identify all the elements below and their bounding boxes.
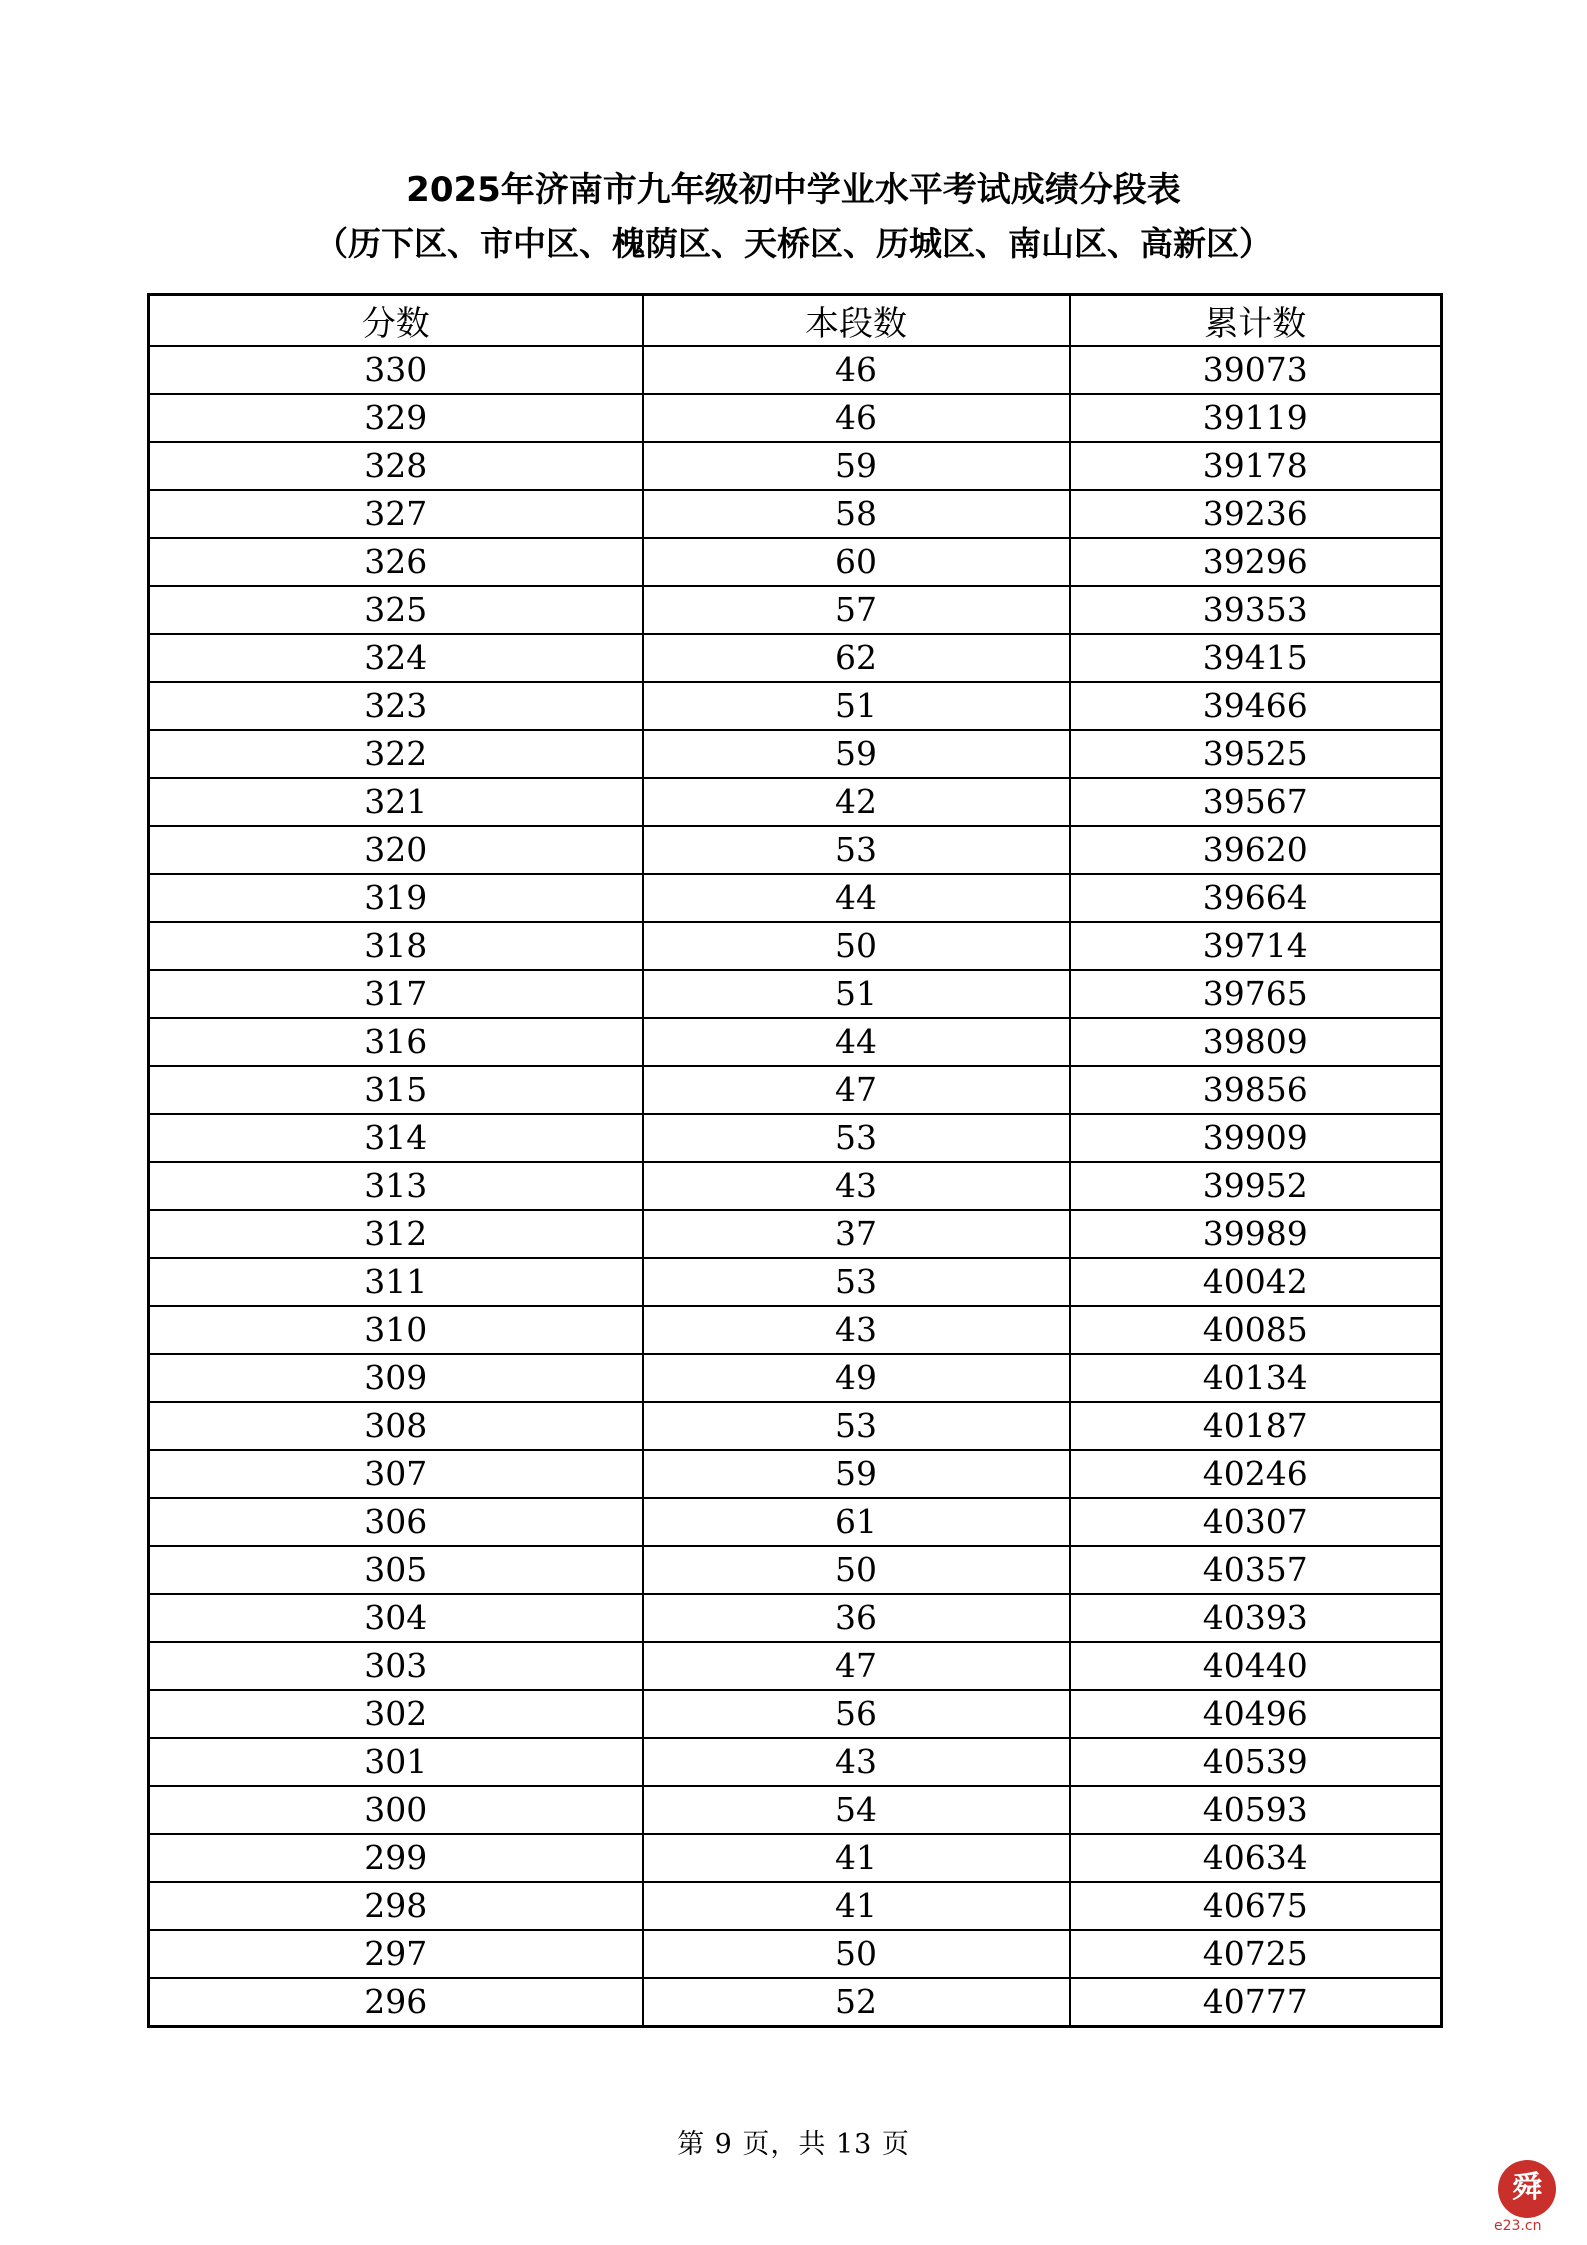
document-subtitle: （历下区、市中区、槐荫区、天桥区、历城区、南山区、高新区） xyxy=(315,224,1272,263)
cell-cumulative-count: 40777 xyxy=(1070,1978,1442,2027)
table-row xyxy=(149,1882,1442,1930)
cell-cumulative-count: 40539 xyxy=(1070,1738,1442,1786)
cell-score: 297 xyxy=(149,1930,643,1978)
header-segment-count: 本段数 xyxy=(643,295,1070,347)
cell-segment-count: 36 xyxy=(643,1594,1070,1642)
cell-score: 324 xyxy=(149,634,643,682)
cell-segment-count: 52 xyxy=(643,1978,1070,2027)
table-header-row xyxy=(149,295,1442,347)
cell-cumulative-count: 39073 xyxy=(1070,346,1442,394)
cell-cumulative-count: 40085 xyxy=(1070,1306,1442,1354)
cell-score: 320 xyxy=(149,826,643,874)
cell-segment-count: 47 xyxy=(643,1642,1070,1690)
table-row xyxy=(149,442,1442,490)
cell-score: 307 xyxy=(149,1450,643,1498)
table-row xyxy=(149,826,1442,874)
table-row xyxy=(149,1210,1442,1258)
table-row xyxy=(149,1978,1442,2027)
cell-score: 296 xyxy=(149,1978,643,2027)
cell-segment-count: 42 xyxy=(643,778,1070,826)
cell-score: 300 xyxy=(149,1786,643,1834)
header-cumulative-count: 累计数 xyxy=(1070,295,1442,347)
cell-score: 304 xyxy=(149,1594,643,1642)
cell-cumulative-count: 40496 xyxy=(1070,1690,1442,1738)
cell-cumulative-count: 39765 xyxy=(1070,970,1442,1018)
table-row xyxy=(149,970,1442,1018)
cell-cumulative-count: 39809 xyxy=(1070,1018,1442,1066)
cell-cumulative-count: 39466 xyxy=(1070,682,1442,730)
cell-cumulative-count: 39296 xyxy=(1070,538,1442,586)
cell-cumulative-count: 40440 xyxy=(1070,1642,1442,1690)
cell-score: 323 xyxy=(149,682,643,730)
cell-segment-count: 50 xyxy=(643,922,1070,970)
cell-score: 314 xyxy=(149,1114,643,1162)
cell-cumulative-count: 39952 xyxy=(1070,1162,1442,1210)
cell-cumulative-count: 40675 xyxy=(1070,1882,1442,1930)
table-row xyxy=(149,1594,1442,1642)
cell-segment-count: 60 xyxy=(643,538,1070,586)
cell-segment-count: 43 xyxy=(643,1738,1070,1786)
cell-score: 330 xyxy=(149,346,643,394)
table-row xyxy=(149,1450,1442,1498)
cell-segment-count: 58 xyxy=(643,490,1070,538)
cell-segment-count: 50 xyxy=(643,1546,1070,1594)
table-row xyxy=(149,1642,1442,1690)
cell-cumulative-count: 39178 xyxy=(1070,442,1442,490)
cell-cumulative-count: 39525 xyxy=(1070,730,1442,778)
cell-cumulative-count: 40634 xyxy=(1070,1834,1442,1882)
score-table xyxy=(147,293,1443,2028)
cell-score: 328 xyxy=(149,442,643,490)
cell-cumulative-count: 39856 xyxy=(1070,1066,1442,1114)
header-score: 分数 xyxy=(149,295,643,347)
table-row xyxy=(149,874,1442,922)
table-row xyxy=(149,1162,1442,1210)
cell-cumulative-count: 39714 xyxy=(1070,922,1442,970)
cell-cumulative-count: 40246 xyxy=(1070,1450,1442,1498)
table-row xyxy=(149,922,1442,970)
cell-segment-count: 54 xyxy=(643,1786,1070,1834)
cell-cumulative-count: 40187 xyxy=(1070,1402,1442,1450)
cell-score: 315 xyxy=(149,1066,643,1114)
cell-cumulative-count: 40725 xyxy=(1070,1930,1442,1978)
cell-segment-count: 41 xyxy=(643,1882,1070,1930)
cell-segment-count: 46 xyxy=(643,394,1070,442)
cell-score: 317 xyxy=(149,970,643,1018)
table-row xyxy=(149,346,1442,394)
table-row xyxy=(149,1738,1442,1786)
cell-score: 303 xyxy=(149,1642,643,1690)
cell-cumulative-count: 40134 xyxy=(1070,1354,1442,1402)
cell-cumulative-count: 40042 xyxy=(1070,1258,1442,1306)
cell-segment-count: 53 xyxy=(643,1258,1070,1306)
cell-score: 311 xyxy=(149,1258,643,1306)
document-title: 2025年济南市九年级初中学业水平考试成绩分段表 xyxy=(406,170,1181,210)
cell-score: 299 xyxy=(149,1834,643,1882)
cell-score: 302 xyxy=(149,1690,643,1738)
cell-segment-count: 56 xyxy=(643,1690,1070,1738)
table-row xyxy=(149,1066,1442,1114)
cell-segment-count: 53 xyxy=(643,826,1070,874)
cell-segment-count: 44 xyxy=(643,874,1070,922)
cell-score: 326 xyxy=(149,538,643,586)
table-row xyxy=(149,1930,1442,1978)
table-row xyxy=(149,394,1442,442)
table-row xyxy=(149,682,1442,730)
cell-segment-count: 43 xyxy=(643,1306,1070,1354)
cell-segment-count: 61 xyxy=(643,1498,1070,1546)
cell-score: 310 xyxy=(149,1306,643,1354)
cell-score: 327 xyxy=(149,490,643,538)
cell-segment-count: 43 xyxy=(643,1162,1070,1210)
logo-glyph: 舜 xyxy=(1512,2170,1542,2205)
cell-cumulative-count: 40307 xyxy=(1070,1498,1442,1546)
table-body xyxy=(149,346,1442,2027)
cell-segment-count: 47 xyxy=(643,1066,1070,1114)
table-row xyxy=(149,490,1442,538)
cell-segment-count: 57 xyxy=(643,586,1070,634)
page-footer: 第 9 页，共 13 页 xyxy=(677,2129,910,2160)
cell-score: 318 xyxy=(149,922,643,970)
table-row xyxy=(149,1018,1442,1066)
table-row xyxy=(149,1546,1442,1594)
table-row xyxy=(149,1498,1442,1546)
cell-score: 329 xyxy=(149,394,643,442)
logo-text: e23.cn xyxy=(1494,2218,1542,2234)
table-row xyxy=(149,538,1442,586)
cell-segment-count: 44 xyxy=(643,1018,1070,1066)
table-row xyxy=(149,1258,1442,1306)
cell-cumulative-count: 39353 xyxy=(1070,586,1442,634)
cell-segment-count: 49 xyxy=(643,1354,1070,1402)
table-row xyxy=(149,1786,1442,1834)
cell-segment-count: 51 xyxy=(643,970,1070,1018)
cell-score: 319 xyxy=(149,874,643,922)
cell-segment-count: 37 xyxy=(643,1210,1070,1258)
cell-score: 309 xyxy=(149,1354,643,1402)
table-row xyxy=(149,1306,1442,1354)
cell-score: 313 xyxy=(149,1162,643,1210)
cell-segment-count: 50 xyxy=(643,1930,1070,1978)
cell-segment-count: 59 xyxy=(643,442,1070,490)
cell-score: 325 xyxy=(149,586,643,634)
cell-segment-count: 46 xyxy=(643,346,1070,394)
table-row xyxy=(149,586,1442,634)
cell-cumulative-count: 39909 xyxy=(1070,1114,1442,1162)
cell-segment-count: 62 xyxy=(643,634,1070,682)
cell-cumulative-count: 40393 xyxy=(1070,1594,1442,1642)
cell-score: 301 xyxy=(149,1738,643,1786)
cell-score: 321 xyxy=(149,778,643,826)
cell-segment-count: 53 xyxy=(643,1402,1070,1450)
cell-segment-count: 41 xyxy=(643,1834,1070,1882)
cell-cumulative-count: 40593 xyxy=(1070,1786,1442,1834)
cell-score: 322 xyxy=(149,730,643,778)
cell-cumulative-count: 39664 xyxy=(1070,874,1442,922)
cell-cumulative-count: 39415 xyxy=(1070,634,1442,682)
cell-score: 306 xyxy=(149,1498,643,1546)
table-row xyxy=(149,1690,1442,1738)
cell-segment-count: 51 xyxy=(643,682,1070,730)
table-row xyxy=(149,1402,1442,1450)
cell-cumulative-count: 39567 xyxy=(1070,778,1442,826)
table-row xyxy=(149,778,1442,826)
table-row xyxy=(149,1354,1442,1402)
cell-cumulative-count: 39989 xyxy=(1070,1210,1442,1258)
cell-segment-count: 59 xyxy=(643,1450,1070,1498)
cell-cumulative-count: 39620 xyxy=(1070,826,1442,874)
table-row xyxy=(149,1114,1442,1162)
cell-score: 312 xyxy=(149,1210,643,1258)
cell-score: 308 xyxy=(149,1402,643,1450)
cell-cumulative-count: 40357 xyxy=(1070,1546,1442,1594)
table-row xyxy=(149,1834,1442,1882)
cell-cumulative-count: 39119 xyxy=(1070,394,1442,442)
cell-score: 316 xyxy=(149,1018,643,1066)
e23-logo xyxy=(1490,2160,1572,2236)
table-row xyxy=(149,634,1442,682)
table-row xyxy=(149,730,1442,778)
cell-score: 298 xyxy=(149,1882,643,1930)
cell-segment-count: 59 xyxy=(643,730,1070,778)
cell-cumulative-count: 39236 xyxy=(1070,490,1442,538)
cell-segment-count: 53 xyxy=(643,1114,1070,1162)
cell-score: 305 xyxy=(149,1546,643,1594)
